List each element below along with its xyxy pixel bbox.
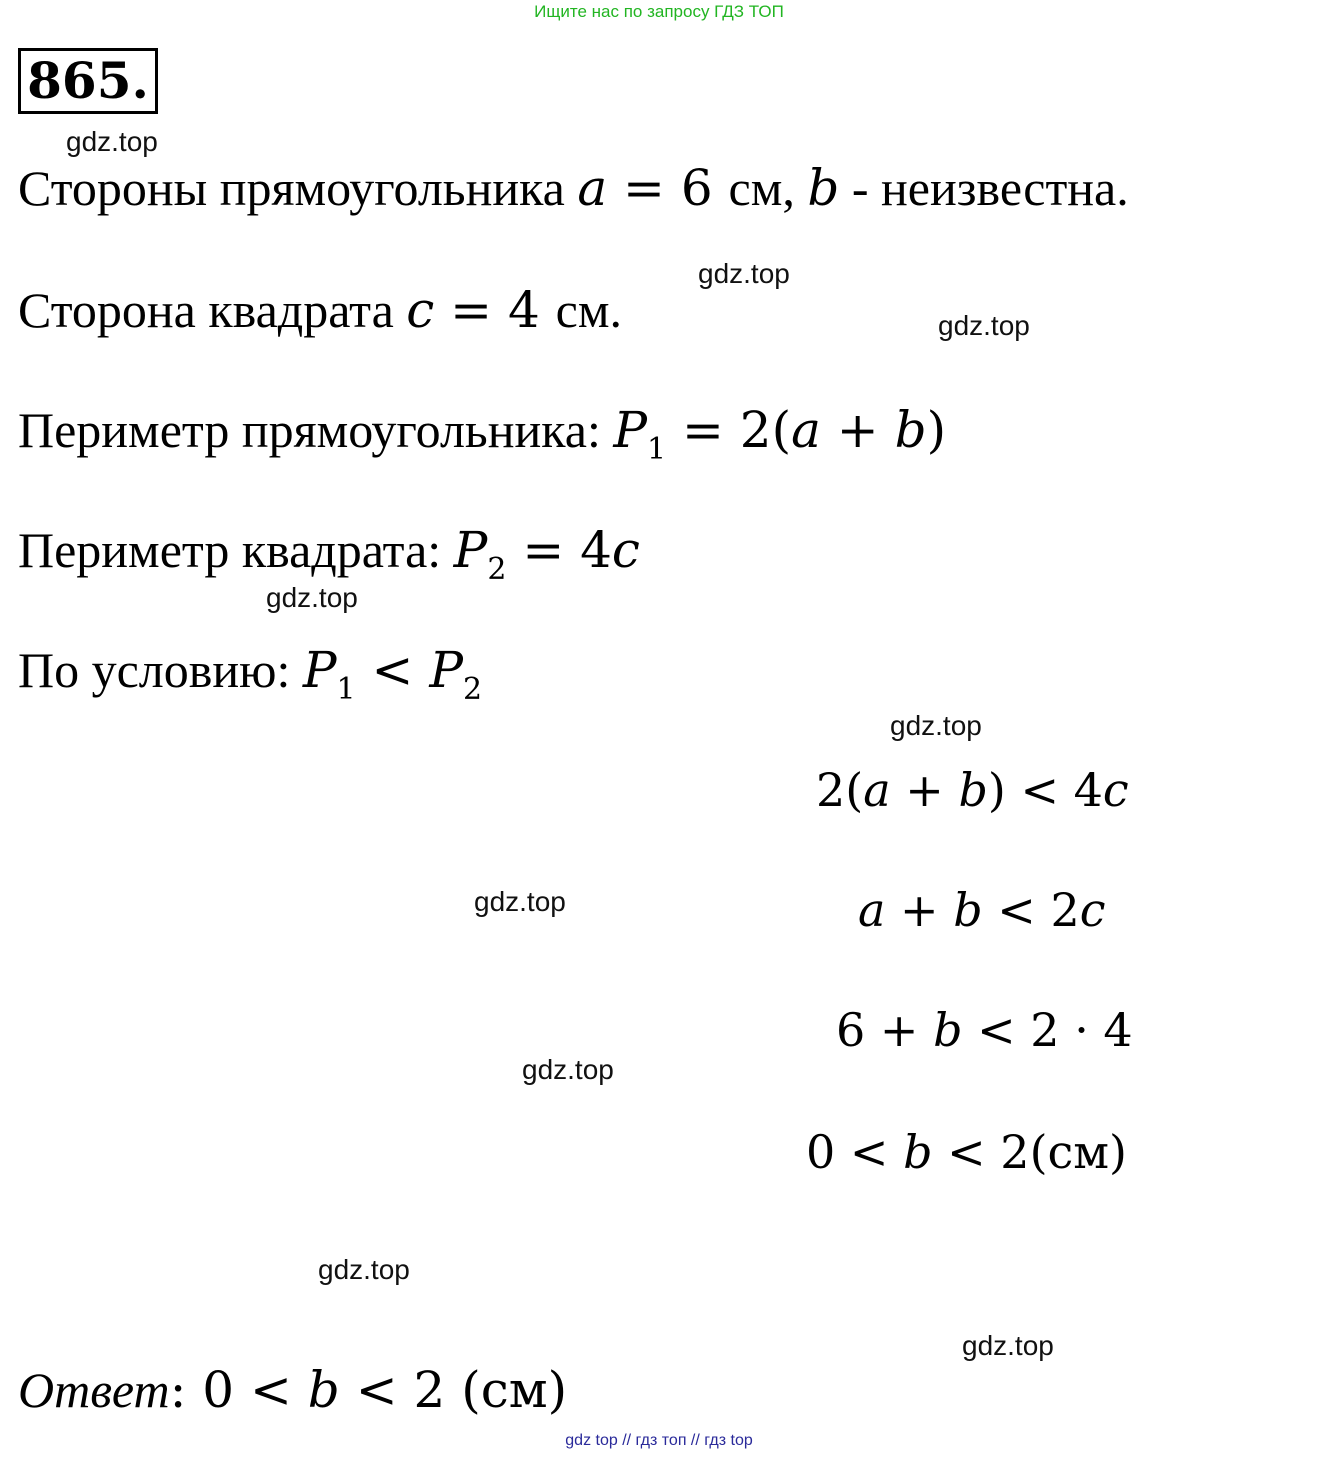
bottom-banner: gdz top // гдз топ // гдз top [565, 1432, 753, 1449]
answer-label: Ответ [18, 1362, 170, 1418]
rectangle-sides-line: Стороны прямоугольника a = 6 см, b - неизвестна. [18, 159, 1129, 217]
rectangle-perimeter-line: Периметр прямоугольника: $P_1 = 2(a + b)$ [18, 401, 947, 467]
watermark: gdz.top [318, 1254, 410, 1285]
top-banner: Ищите нас по запросу ГДЗ ТОП [534, 2, 784, 21]
watermark: gdz.top [938, 310, 1030, 341]
answer-line: Ответ: 0 < b < 2 (см) [18, 1361, 568, 1419]
solution-step-2: a + b < 2c [858, 883, 1106, 937]
condition-line: По условию: $P_1 < P_2$ [18, 641, 483, 707]
solution-step-4: 0 < b < 2(см) [806, 1125, 1128, 1179]
solution-step-1: 2(a + b) < 4c [816, 763, 1129, 817]
square-side-line: Сторона квадрата c = 4 см. [18, 281, 623, 339]
watermark: gdz.top [698, 258, 790, 289]
problem-number: 865. [18, 48, 158, 114]
solution-step-3: 6 + b < 2 · 4 [836, 1003, 1133, 1057]
watermark: gdz.top [474, 886, 566, 917]
watermark: gdz.top [962, 1330, 1054, 1361]
watermark: gdz.top [66, 126, 158, 157]
square-perimeter-line: Периметр квадрата: $P_2 = 4c$ [18, 521, 640, 587]
watermark: gdz.top [522, 1054, 614, 1085]
watermark: gdz.top [266, 582, 358, 613]
watermark: gdz.top [890, 710, 982, 741]
